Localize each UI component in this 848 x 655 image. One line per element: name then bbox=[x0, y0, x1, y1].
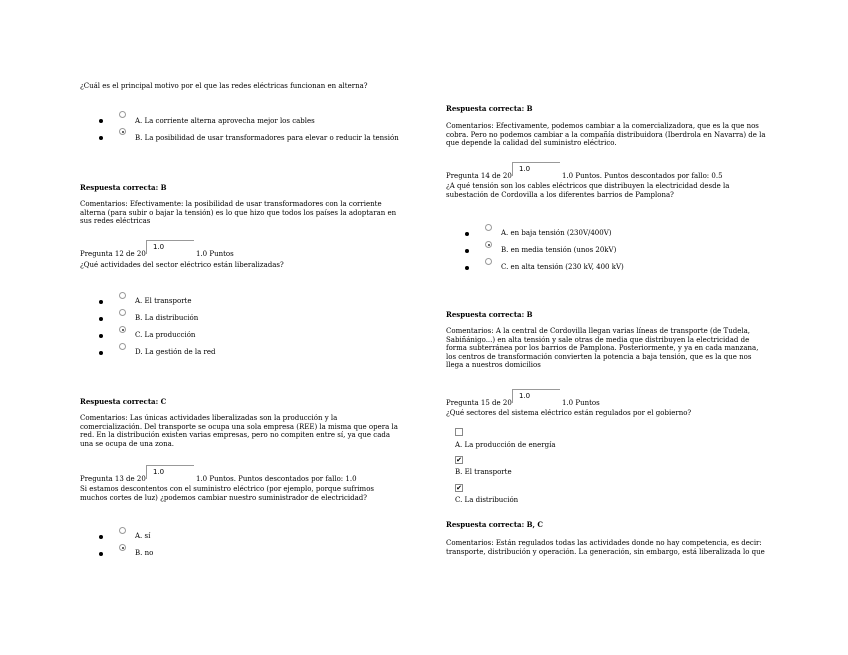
q13-option-b-label: B. no bbox=[135, 549, 154, 557]
q15-score-field[interactable]: 1.0 bbox=[512, 389, 560, 403]
q11-option-b-radio[interactable] bbox=[119, 128, 126, 135]
q14-comment: Comentarios: A la central de Cordovilla llegan varias líneas de transporte (de Tudela, Sabiñánigo...) en alta tensión y sale otras de media que distribuyen la electricidad de forma subterránea por los barrios de Pamplona. Posteriormente, y ya en cada manzana, los centros de transformación convierten la potencia a baja tensión, que es la que nos llega a nuestros domicilios bbox=[446, 327, 759, 369]
q15-option-b-label: B. El transporte bbox=[455, 468, 512, 476]
q12-option-a-label: A. El transporte bbox=[135, 297, 192, 305]
q12-correct-answer: Respuesta correcta: C bbox=[80, 397, 167, 406]
q13-option-a-label: A. sí bbox=[135, 532, 151, 540]
q14-option-c-label: C. en alta tensión (230 kV, 400 kV) bbox=[501, 263, 624, 271]
bullet bbox=[465, 249, 469, 253]
q15-points: 1.0 Puntos bbox=[562, 399, 600, 407]
q14-option-a-radio[interactable] bbox=[485, 224, 492, 231]
bullet bbox=[465, 266, 469, 270]
q12-points: 1.0 Puntos bbox=[196, 250, 234, 258]
q14-option-b-label: B. en media tensión (unos 20kV) bbox=[501, 246, 617, 254]
bullet bbox=[99, 351, 103, 355]
q12-option-d-radio[interactable] bbox=[119, 343, 126, 350]
q13-question: Si estamos descontentos con el suministro eléctrico (por ejemplo, porque sufrimos muchos cortes de luz) ¿podemos cambiar nuestro suministrador de electricidad? bbox=[80, 485, 375, 502]
q12-comment: Comentarios: Las únicas actividades liberalizadas son la producción y la comercialización. Del transporte se ocupa una sola empresa (REE) la misma que opera la red. En la distribución existen varias empresas, pero no compiten entre sí, ya que cada una se ocupa de una zona. bbox=[80, 414, 398, 448]
q14-header: Pregunta 14 de 20 bbox=[446, 172, 512, 180]
q12-option-a-radio[interactable] bbox=[119, 292, 126, 299]
q12-option-c-label: C. La producción bbox=[135, 331, 196, 339]
q15-option-c-label: C. La distribución bbox=[455, 496, 519, 504]
q15-header: Pregunta 15 de 20 bbox=[446, 399, 512, 407]
q12-question: ¿Qué actividades del sector eléctrico están liberalizadas? bbox=[80, 261, 284, 269]
q15-comment: Comentarios: Están regulados todas las actividades donde no hay competencia, es decir: transporte, distribución y operación. La generación, sin embargo, está liberalizada lo que bbox=[446, 539, 765, 556]
q11-option-a-label: A. La corriente alterna aprovecha mejor los cables bbox=[135, 117, 315, 125]
bullet bbox=[99, 535, 103, 539]
q15-option-a-checkbox[interactable] bbox=[455, 428, 463, 436]
q15-option-c-checkbox[interactable]: ✔ bbox=[456, 484, 462, 492]
bullet bbox=[465, 232, 469, 236]
q11-option-b-label: B. La posibilidad de usar transformadores para elevar o reducir la tensión bbox=[135, 134, 399, 142]
bullet bbox=[99, 119, 103, 123]
q14-correct-answer: Respuesta correcta: B bbox=[446, 310, 533, 319]
q14-option-a-label: A. en baja tensión (230V/400V) bbox=[501, 229, 612, 237]
q12-score-field[interactable]: 1.0 bbox=[146, 240, 194, 254]
q13-score-field[interactable]: 1.0 bbox=[146, 465, 194, 479]
q11-option-a-radio[interactable] bbox=[119, 111, 126, 118]
bullet bbox=[99, 334, 103, 338]
q11-comment: Comentarios: Efectivamente: la posibilidad de usar transformadores con la corriente alterna (para subir o bajar la tensión) es lo que hizo que todos los países la adoptaran en sus redes eléctricas bbox=[80, 200, 397, 225]
bullet bbox=[99, 552, 103, 556]
q14-question: ¿A qué tensión son los cables eléctricos que distribuyen la electricidad desde la subestación de Cordovilla a los diferentes barrios de Pamplona? bbox=[446, 182, 730, 199]
q15-option-a-label: A. La producción de energía bbox=[455, 441, 556, 449]
q12-option-b-radio[interactable] bbox=[119, 309, 126, 316]
bullet bbox=[99, 317, 103, 321]
q14-score-field[interactable]: 1.0 bbox=[512, 162, 560, 176]
q12-option-d-label: D. La gestión de la red bbox=[135, 348, 216, 356]
q13-header: Pregunta 13 de 20 bbox=[80, 475, 146, 483]
q11-correct-answer: Respuesta correcta: B bbox=[80, 183, 167, 192]
q15-question: ¿Qué sectores del sistema eléctrico están regulados por el gobierno? bbox=[446, 409, 692, 417]
q14-option-b-radio[interactable] bbox=[485, 241, 492, 248]
bullet bbox=[99, 300, 103, 304]
q13-correct-answer: Respuesta correcta: B bbox=[446, 104, 533, 113]
q13-comment: Comentarios: Efectivamente, podemos cambiar a la comercializadora, que es la que nos cobra. Pero no podemos cambiar a la compañía distribuidora (Iberdrola en Navarra) de la que depende la calidad del suministro eléctrico. bbox=[446, 122, 766, 147]
bullet bbox=[99, 136, 103, 140]
q15-correct-answer: Respuesta correcta: B, C bbox=[446, 520, 543, 529]
q12-option-b-label: B. La distribución bbox=[135, 314, 199, 322]
q11-question: ¿Cuál es el principal motivo por el que las redes eléctricas funcionan en alterna? bbox=[80, 82, 368, 90]
q14-points: 1.0 Puntos. Puntos descontados por fallo: 0.5 bbox=[562, 172, 723, 180]
q13-option-b-radio[interactable] bbox=[119, 544, 126, 551]
q13-points: 1.0 Puntos. Puntos descontados por fallo: 1.0 bbox=[196, 475, 357, 483]
q12-header: Pregunta 12 de 20 bbox=[80, 250, 146, 258]
q13-option-a-radio[interactable] bbox=[119, 527, 126, 534]
q14-option-c-radio[interactable] bbox=[485, 258, 492, 265]
q12-option-c-radio[interactable] bbox=[119, 326, 126, 333]
q15-option-b-checkbox[interactable]: ✔ bbox=[456, 456, 462, 464]
